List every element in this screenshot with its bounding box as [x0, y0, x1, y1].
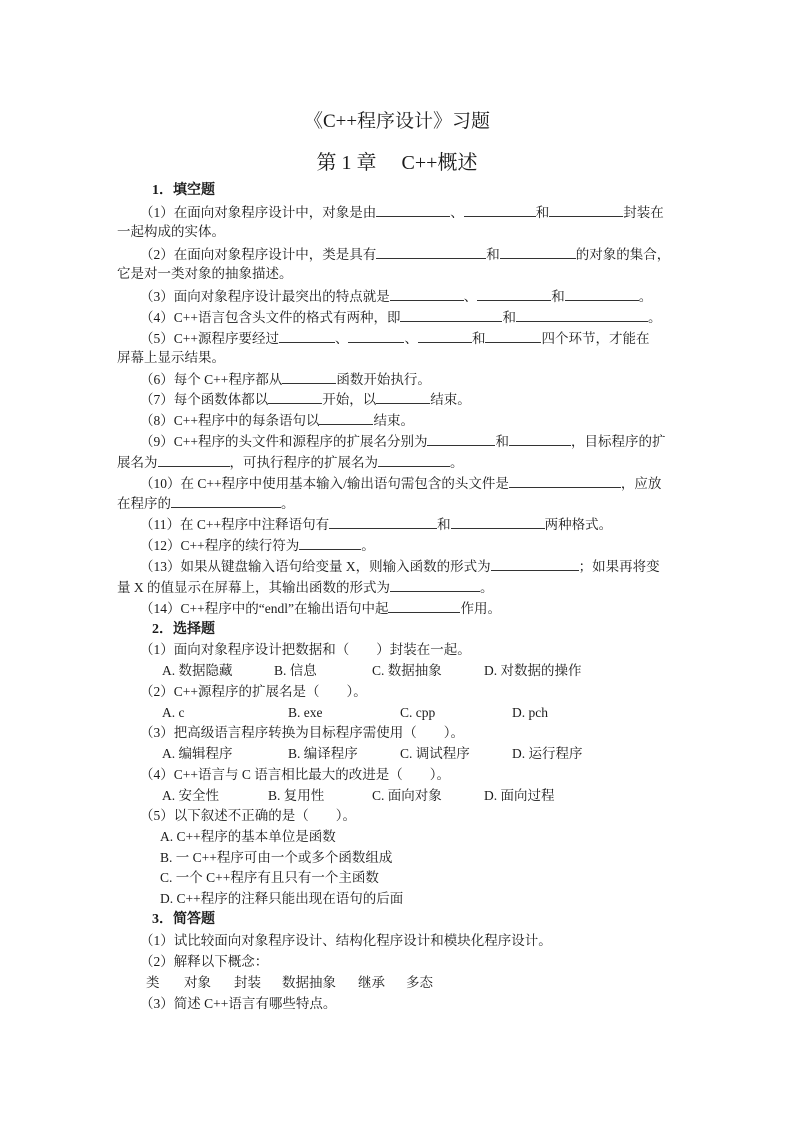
blank	[451, 516, 545, 529]
blank	[509, 475, 621, 488]
blank	[376, 391, 430, 404]
choice-q4-option-b: B. 复用性	[268, 788, 325, 803]
blank	[329, 516, 437, 529]
choice-q3-option-d: D. 运行程序	[512, 746, 583, 761]
chapter-title: 第 1 章 C++概述	[316, 152, 478, 174]
fill-q2-line2: 它是对一类对象的抽象描述。	[117, 266, 293, 281]
choice-q4-stem: （4）C++语言与 C 语言相比最大的改进是（ ）。	[140, 767, 450, 782]
blank	[491, 558, 579, 571]
choice-q5-option-c: C. 一个 C++程序有且只有一个主函数	[160, 870, 379, 885]
blank	[378, 454, 450, 467]
choice-q2-option-a: A. c	[162, 705, 185, 720]
blank	[388, 600, 460, 613]
fill-q1-line1: （1）在面向对象程序设计中，对象是由 、 和 封装在	[140, 205, 664, 220]
blank	[299, 537, 361, 550]
fill-q12: （12）C++程序的续行符为 。	[140, 538, 375, 553]
fill-q13-line2: 量 X 的值显示在屏幕上，其输出函数的形式为 。	[117, 580, 494, 595]
fill-q1-line2: 一起构成的实体。	[117, 224, 225, 239]
choice-q2-stem: （2）C++源程序的扩展名是（ ）。	[140, 684, 367, 699]
blank	[348, 330, 404, 343]
blank	[565, 288, 639, 301]
blank	[500, 246, 576, 259]
blank	[485, 330, 541, 343]
choice-q1-option-d: D. 对数据的操作	[484, 663, 582, 678]
blank	[549, 204, 623, 217]
blank	[376, 246, 486, 259]
fill-q9-line2: 展名为 ，可执行程序的扩展名为 。	[117, 455, 464, 470]
choice-q2-option-b: B. exe	[288, 705, 323, 720]
choice-q3-stem: （3）把高级语言程序转换为目标程序需使用（ ）。	[140, 725, 464, 740]
fill-q3: （3）面向对象程序设计最突出的特点就是 、 和 。	[140, 289, 653, 304]
choice-q3-option-c: C. 调试程序	[400, 746, 470, 761]
blank	[390, 288, 464, 301]
fill-q10-line1: （10）在 C++程序中使用基本输入/输出语句需包含的头文件是 ，应放	[140, 476, 662, 491]
choice-q4-option-c: C. 面向对象	[372, 788, 442, 803]
blank	[400, 309, 502, 322]
blank	[464, 204, 536, 217]
blank	[516, 309, 648, 322]
fill-q8: （8）C++程序中的每条语句以 结束。	[140, 413, 414, 428]
fill-q14: （14）C++程序中的“endl”在输出语句中起 作用。	[140, 601, 501, 616]
choice-q5-stem: （5）以下叙述不正确的是（ ）。	[140, 808, 356, 823]
choice-q3-option-a: A. 编辑程序	[162, 746, 233, 761]
blank	[268, 391, 322, 404]
fill-q4: （4）C++语言包含头文件的格式有两种，即 和 。	[140, 310, 662, 325]
choice-q5-option-b: B. 一 C++程序可由一个或多个函数组成	[160, 850, 393, 865]
short-q1: （1）试比较面向对象程序设计、结构化程序设计和模块化程序设计。	[140, 933, 552, 948]
section-choice-heading: 2．选择题	[152, 622, 215, 637]
fill-q2-line1: （2）在面向对象程序设计中，类是具有 和 的对象的集合，	[140, 247, 671, 262]
fill-q7: （7）每个函数体都以 开始，以 结束。	[140, 392, 471, 407]
blank	[376, 204, 450, 217]
blank	[319, 412, 373, 425]
choice-q3-option-b: B. 编译程序	[288, 746, 358, 761]
fill-q10-line2: 在程序的 。	[117, 496, 295, 511]
choice-q5-option-a: A. C++程序的基本单位是函数	[160, 829, 336, 844]
choice-q1-option-c: C. 数据抽象	[372, 663, 442, 678]
blank	[279, 330, 335, 343]
short-q3: （3）简述 C++语言有哪些特点。	[140, 996, 337, 1011]
concept-polymorphism: 多态	[406, 975, 433, 990]
choice-q2-option-d: D. pch	[512, 705, 548, 720]
blank	[418, 330, 472, 343]
choice-q1-option-a: A. 数据隐藏	[162, 663, 233, 678]
section-short-answer-heading: 3．简答题	[152, 912, 215, 927]
choice-q1-option-b: B. 信息	[274, 663, 317, 678]
fill-q6: （6）每个 C++程序都从 函数开始执行。	[140, 372, 431, 387]
fill-q5-line2: 屏幕上显示结果。	[117, 350, 225, 365]
concept-object: 对象	[184, 975, 211, 990]
blank	[509, 433, 571, 446]
blank	[171, 495, 281, 508]
blank	[158, 454, 230, 467]
choice-q4-option-a: A. 安全性	[162, 788, 219, 803]
concept-inheritance: 继承	[358, 975, 385, 990]
concept-data-abstraction: 数据抽象	[282, 975, 336, 990]
fill-q5-line1: （5）C++源程序要经过 、 、 和 四个环节，才能在	[140, 331, 650, 346]
blank	[427, 433, 495, 446]
fill-q9-line1: （9）C++程序的头文件和源程序的扩展名分别为 和 ，目标程序的扩	[140, 434, 666, 449]
document-title: 《C++程序设计》习题	[303, 111, 491, 132]
blank	[282, 371, 336, 384]
fill-q13-line1: （13）如果从键盘输入语句给变量 X，则输入函数的形式为 ；如果再将变	[140, 559, 660, 574]
fill-q11: （11）在 C++程序中注释语句有 和 两种格式。	[140, 517, 613, 532]
short-q2: （2）解释以下概念：	[140, 954, 269, 969]
concept-class: 类	[146, 975, 160, 990]
choice-q4-option-d: D. 面向过程	[484, 788, 555, 803]
blank	[477, 288, 551, 301]
section-fill-blank-heading: 1．填空题	[152, 183, 215, 198]
concept-encapsulation: 封装	[234, 975, 261, 990]
choice-q1-stem: （1）面向对象程序设计把数据和（ ）封装在一起。	[140, 642, 471, 657]
choice-q5-option-d: D. C++程序的注释只能出现在语句的后面	[160, 891, 404, 906]
choice-q2-option-c: C. cpp	[400, 705, 436, 720]
blank	[390, 579, 480, 592]
